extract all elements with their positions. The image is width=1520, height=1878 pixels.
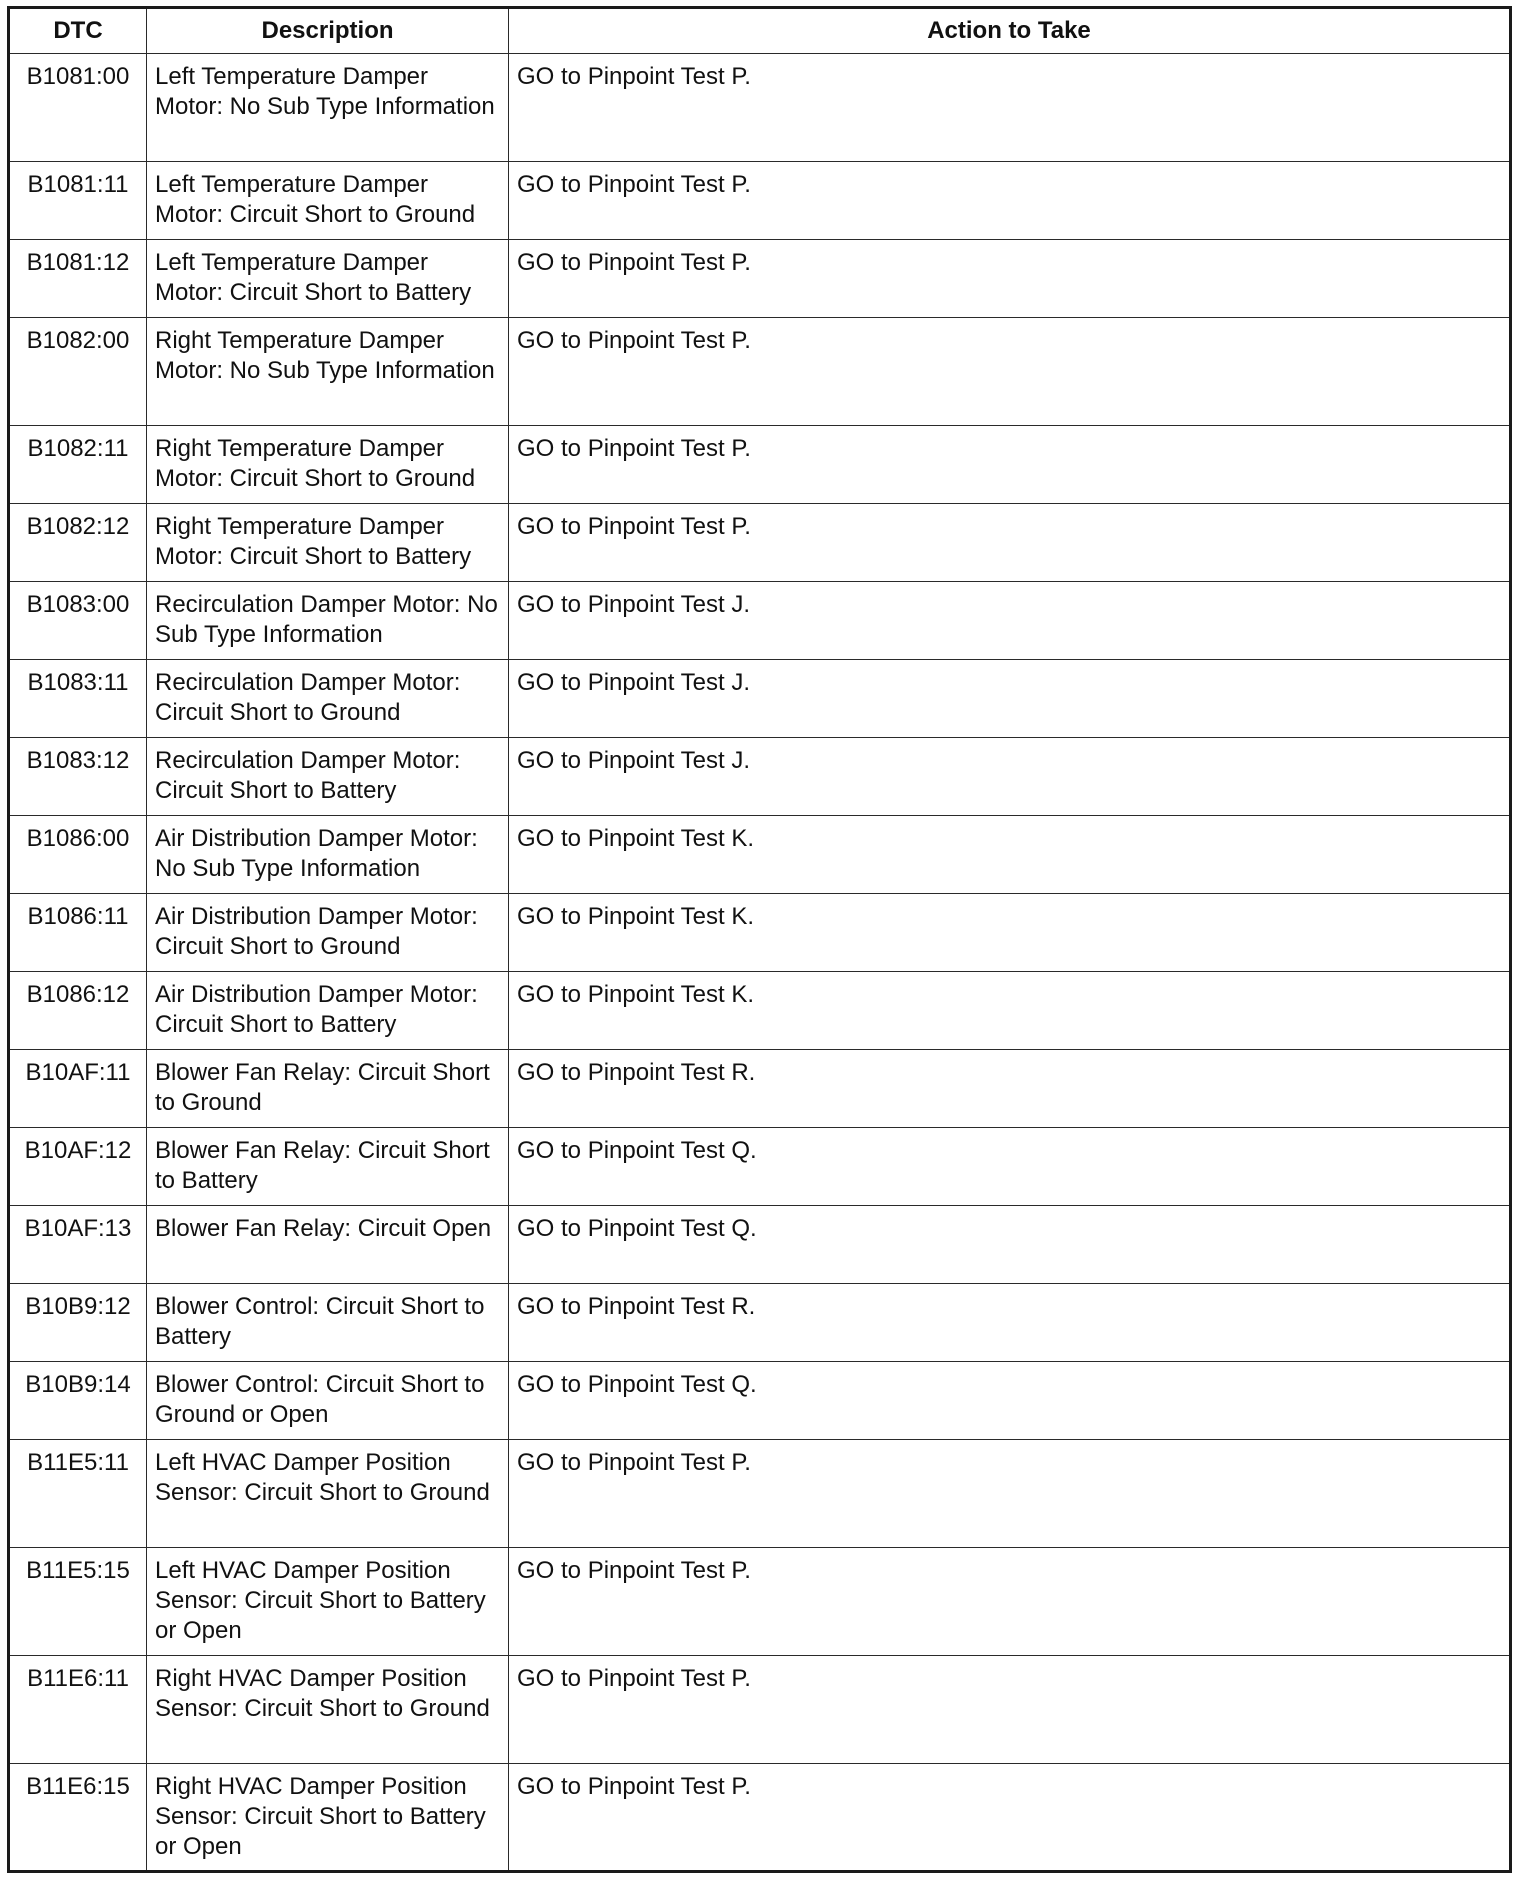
dtc-code: B1086:11 (9, 894, 147, 972)
table-row (9, 660, 1511, 738)
dtc-action: GO to Pinpoint Test P. (509, 162, 1511, 240)
dtc-action: GO to Pinpoint Test J. (509, 582, 1511, 660)
dtc-description: Blower Control: Circuit Short to Battery (147, 1284, 509, 1362)
dtc-action: GO to Pinpoint Test P. (509, 1764, 1511, 1872)
dtc-description: Recirculation Damper Motor: No Sub Type Information (147, 582, 509, 660)
dtc-description: Recirculation Damper Motor: Circuit Short to Battery (147, 738, 509, 816)
table-row (9, 738, 1511, 816)
dtc-code: B10B9:12 (9, 1284, 147, 1362)
table-row (9, 1284, 1511, 1362)
dtc-code: B1083:11 (9, 660, 147, 738)
dtc-description: Blower Fan Relay: Circuit Open (147, 1206, 509, 1284)
dtc-action: GO to Pinpoint Test P. (509, 54, 1511, 162)
table-row (9, 1128, 1511, 1206)
dtc-code: B1086:00 (9, 816, 147, 894)
header-description: Description (147, 8, 509, 54)
dtc-description: Left Temperature Damper Motor: Circuit Short to Ground (147, 162, 509, 240)
dtc-description: Recirculation Damper Motor: Circuit Short to Ground (147, 660, 509, 738)
table-row (9, 816, 1511, 894)
table-row (9, 318, 1511, 426)
dtc-action: GO to Pinpoint Test P. (509, 1656, 1511, 1764)
dtc-action: GO to Pinpoint Test P. (509, 240, 1511, 318)
dtc-code: B10B9:14 (9, 1362, 147, 1440)
dtc-code: B11E5:11 (9, 1440, 147, 1548)
dtc-code: B1082:00 (9, 318, 147, 426)
header-dtc: DTC (9, 8, 147, 54)
table-row (9, 1362, 1511, 1440)
dtc-code: B1082:12 (9, 504, 147, 582)
dtc-action: GO to Pinpoint Test P. (509, 1440, 1511, 1548)
table-row (9, 426, 1511, 504)
dtc-description: Right Temperature Damper Motor: Circuit Short to Ground (147, 426, 509, 504)
dtc-code: B1081:11 (9, 162, 147, 240)
dtc-description: Left Temperature Damper Motor: Circuit Short to Battery (147, 240, 509, 318)
dtc-action: GO to Pinpoint Test J. (509, 660, 1511, 738)
dtc-action: GO to Pinpoint Test P. (509, 426, 1511, 504)
table-row (9, 1050, 1511, 1128)
table-row (9, 504, 1511, 582)
dtc-description: Blower Fan Relay: Circuit Short to Ground (147, 1050, 509, 1128)
dtc-description: Blower Fan Relay: Circuit Short to Battery (147, 1128, 509, 1206)
dtc-description: Right HVAC Damper Position Sensor: Circuit Short to Battery or Open (147, 1764, 509, 1872)
dtc-code: B10AF:13 (9, 1206, 147, 1284)
dtc-table (7, 6, 1512, 1873)
dtc-action: GO to Pinpoint Test Q. (509, 1128, 1511, 1206)
dtc-action: GO to Pinpoint Test Q. (509, 1362, 1511, 1440)
dtc-code: B11E6:15 (9, 1764, 147, 1872)
dtc-code: B1081:12 (9, 240, 147, 318)
dtc-action: GO to Pinpoint Test R. (509, 1284, 1511, 1362)
dtc-description: Left Temperature Damper Motor: No Sub Type Information (147, 54, 509, 162)
dtc-description: Left HVAC Damper Position Sensor: Circuit Short to Battery or Open (147, 1548, 509, 1656)
dtc-description: Right Temperature Damper Motor: No Sub Type Information (147, 318, 509, 426)
dtc-action: GO to Pinpoint Test R. (509, 1050, 1511, 1128)
dtc-code: B11E6:11 (9, 1656, 147, 1764)
dtc-description: Right Temperature Damper Motor: Circuit Short to Battery (147, 504, 509, 582)
table-header-row (9, 8, 1511, 54)
dtc-description: Air Distribution Damper Motor: Circuit Short to Ground (147, 894, 509, 972)
dtc-action: GO to Pinpoint Test J. (509, 738, 1511, 816)
table-row (9, 1206, 1511, 1284)
table-row (9, 1548, 1511, 1656)
dtc-code: B1086:12 (9, 972, 147, 1050)
dtc-action: GO to Pinpoint Test Q. (509, 1206, 1511, 1284)
table-row (9, 162, 1511, 240)
dtc-code: B10AF:11 (9, 1050, 147, 1128)
table-row (9, 240, 1511, 318)
dtc-action: GO to Pinpoint Test K. (509, 816, 1511, 894)
dtc-action: GO to Pinpoint Test P. (509, 504, 1511, 582)
dtc-description: Right HVAC Damper Position Sensor: Circuit Short to Ground (147, 1656, 509, 1764)
dtc-code: B11E5:15 (9, 1548, 147, 1656)
table-row (9, 1764, 1511, 1872)
table-row (9, 582, 1511, 660)
dtc-description: Air Distribution Damper Motor: No Sub Type Information (147, 816, 509, 894)
table-row (9, 1656, 1511, 1764)
table-row (9, 1440, 1511, 1548)
dtc-description: Blower Control: Circuit Short to Ground or Open (147, 1362, 509, 1440)
table-row (9, 972, 1511, 1050)
dtc-code: B1081:00 (9, 54, 147, 162)
dtc-code: B10AF:12 (9, 1128, 147, 1206)
table-row (9, 894, 1511, 972)
dtc-code: B1082:11 (9, 426, 147, 504)
dtc-action: GO to Pinpoint Test K. (509, 894, 1511, 972)
dtc-description: Left HVAC Damper Position Sensor: Circuit Short to Ground (147, 1440, 509, 1548)
header-action: Action to Take (509, 8, 1511, 54)
dtc-description: Air Distribution Damper Motor: Circuit Short to Battery (147, 972, 509, 1050)
dtc-action: GO to Pinpoint Test P. (509, 318, 1511, 426)
dtc-action: GO to Pinpoint Test P. (509, 1548, 1511, 1656)
dtc-action: GO to Pinpoint Test K. (509, 972, 1511, 1050)
table-row (9, 54, 1511, 162)
dtc-code: B1083:12 (9, 738, 147, 816)
dtc-code: B1083:00 (9, 582, 147, 660)
